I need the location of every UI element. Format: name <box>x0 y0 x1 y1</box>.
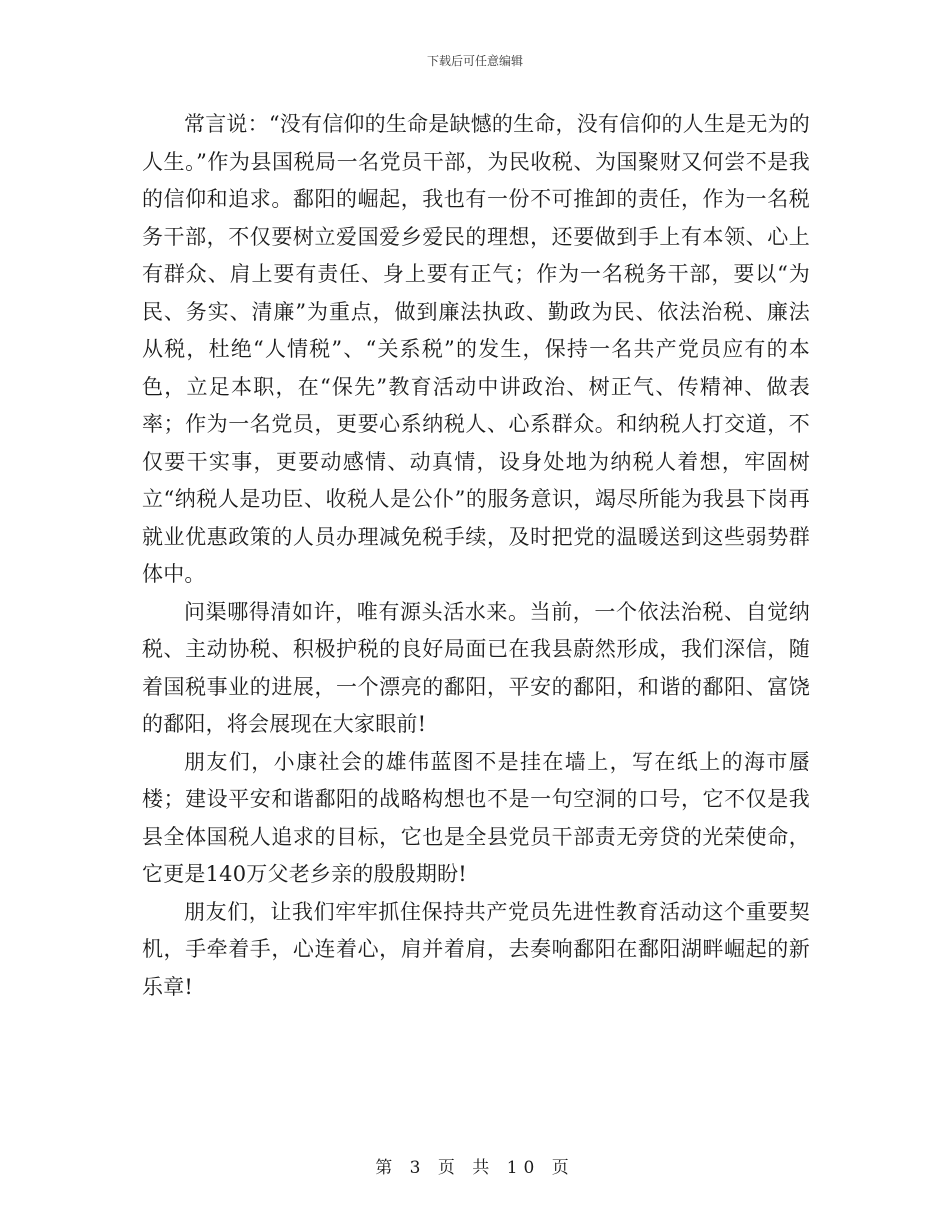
page-number-footer: 第 3 页 共 10 页 <box>375 1158 575 1178</box>
body-paragraph-3: 朋友们，小康社会的雄伟蓝图不是挂在墙上，写在纸上的海市蜃楼；建设平安和谐鄱阳的战略构想也不是一句空洞的口号，它不仅是我县全体国税人追求的目标，它也是全县党员干部责无旁贷的光荣使命，它更是140万父老乡亲的殷殷期盼! <box>142 749 810 886</box>
body-paragraph-1: 常言说：“没有信仰的生命是缺憾的生命，没有信仰的人生是无为的人生。”作为县国税局一名党员干部，为民收税、为国聚财又何尝不是我的信仰和追求。鄱阳的崛起，我也有一份不可推卸的责任，作为一名税务干部，不仅要树立爱国爱乡爱民的理想，还要做到手上有本领、心上有群众、肩上要有责任、身上要有正气；作为一名税务干部，要以“为民、务实、清廉”为重点，做到廉法执政、勤政为民、依法治税、廉法从税，杜绝“人情税”、“关系税”的发生，保持一名共产党员应有的本色，立足本职，在“保先”教育活动中讲政治、树正气、传精神、做表率；作为一名党员，更要心系纳税人、心系群众。和纳税人打交道，不仅要干实事，更要动感情、动真情，设身处地为纳税人着想，牢固树立“纳税人是功臣、收税人是公仆”的服务意识，竭尽所能为我县下岗再就业优惠政策的人员办理减免税手续，及时把党的温暖送到这些弱势群体中。 <box>142 112 810 586</box>
body-paragraph-2: 问渠哪得清如许，唯有源头活水来。当前，一个依法治税、自觉纳税、主动协税、积极护税的良好局面已在我县蔚然形成，我们深信，随着国税事业的进展，一个漂亮的鄱阳，平安的鄱阳，和谐的鄱阳、富饶的鄱阳，将会展现在大家眼前! <box>142 599 810 736</box>
body-paragraph-4: 朋友们，让我们牢牢抓住保持共产党员先进性教育活动这个重要契机，手牵着手，心连着心，肩并着肩，去奏响鄱阳在鄱阳湖畔崛起的新乐章! <box>142 899 810 999</box>
document-body <box>142 106 810 1006</box>
page-header-note: 下载后可任意编辑 <box>426 54 523 68</box>
